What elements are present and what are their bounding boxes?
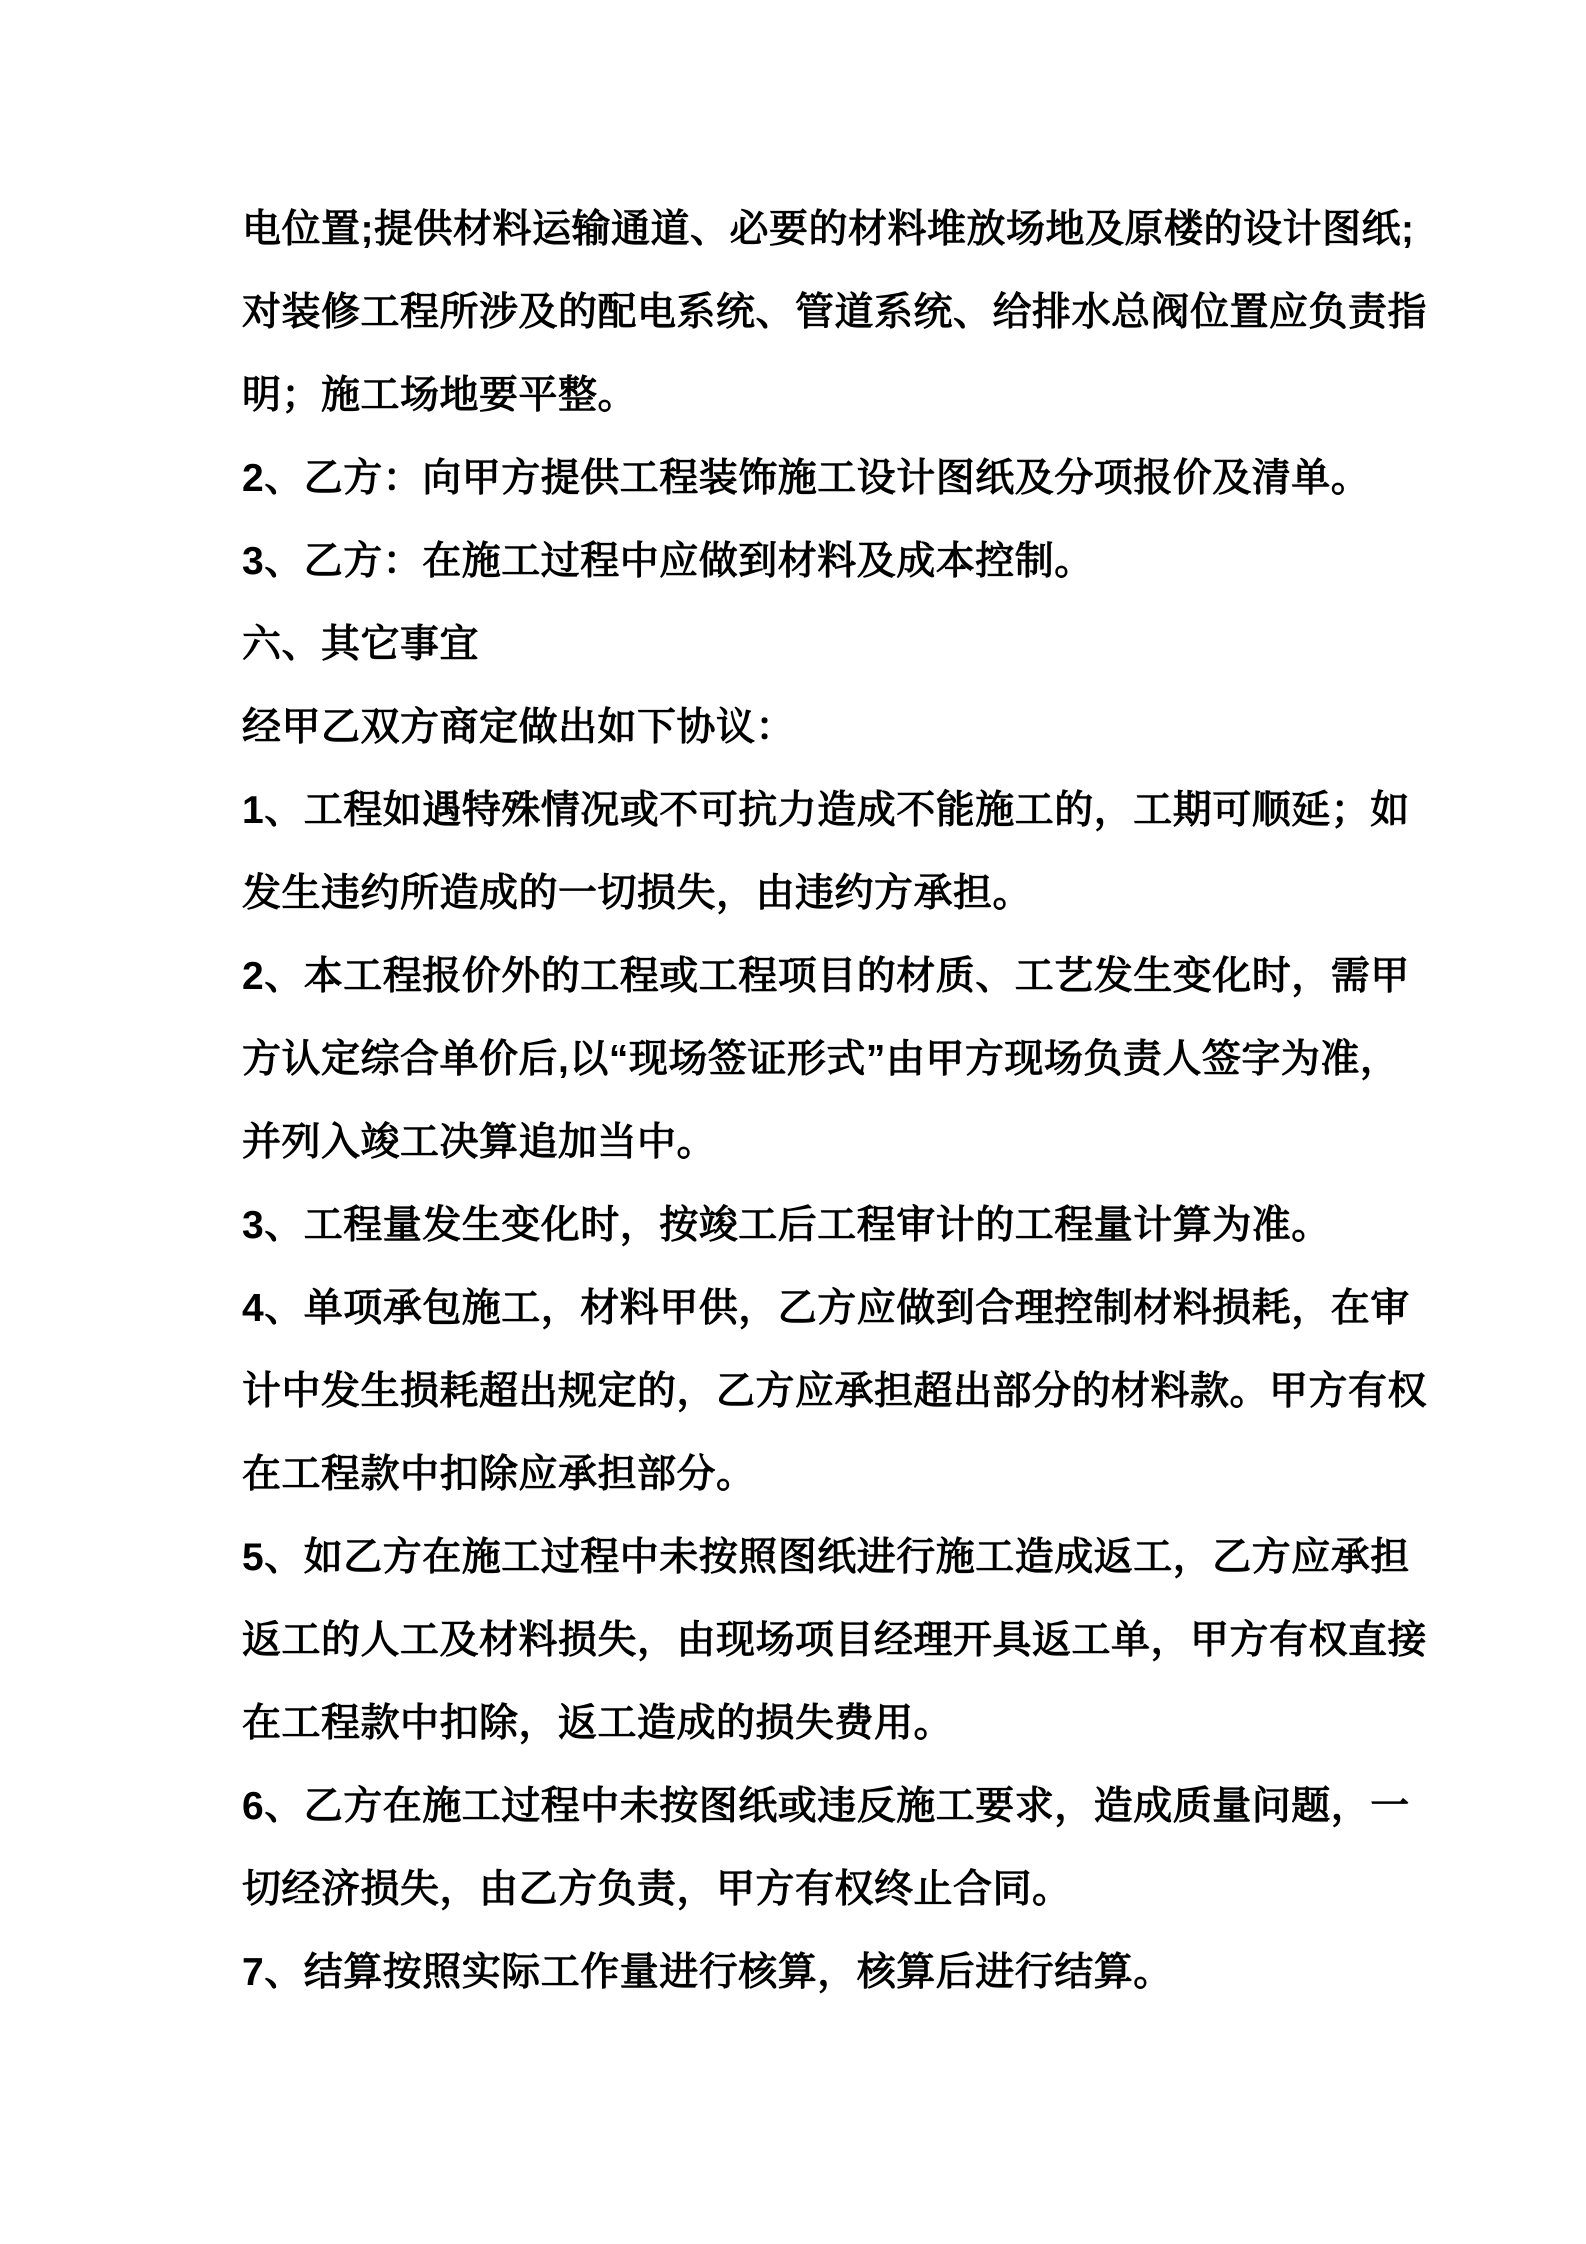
section-heading: 六、其它事宜: [242, 623, 480, 666]
text-line: 3、乙方：在施工过程中应做到材料及成本控制。: [242, 540, 1094, 583]
text-line: 4、单项承包施工，材料甲供，乙方应做到合理控制材料损耗，在审: [242, 1287, 1410, 1330]
text-line: 对装修工程所涉及的配电系统、管道系统、给排水总阀位置应负责指: [242, 291, 1428, 334]
text-line: 经甲乙双方商定做出如下协议：: [242, 706, 796, 749]
text-line: 在工程款中扣除，返工造成的损失费用。: [242, 1702, 954, 1745]
text-line: 3、工程量发生变化时，按竣工后工程审计的工程量计算为准。: [242, 1204, 1331, 1247]
text-line: 并列入竣工决算追加当中。: [242, 1121, 717, 1164]
text-line: 1、工程如遇特殊情况或不可抗力造成不能施工的，工期可顺延；如: [242, 789, 1410, 832]
text-line: 5、如乙方在施工过程中未按照图纸进行施工造成返工，乙方应承担: [242, 1536, 1410, 1579]
text-line: 2、乙方：向甲方提供工程装饰施工设计图纸及分项报价及清单。: [242, 457, 1371, 500]
text-line: 在工程款中扣除应承担部分。: [242, 1453, 756, 1496]
text-line: 明；施工场地要平整。: [242, 374, 638, 417]
contract-text-block: [242, 188, 1428, 2014]
text-line: 返工的人工及材料损失，由现场项目经理开具返工单，甲方有权直接: [242, 1619, 1428, 1662]
text-line: 7、结算按照实际工作量进行核算，核算后进行结算。: [242, 1951, 1173, 1994]
text-line: 2、本工程报价外的工程或工程项目的材质、工艺发生变化时，需甲: [242, 955, 1410, 998]
text-line: 发生违约所造成的一切损失，由违约方承担。: [242, 872, 1033, 915]
text-line: 切经济损失，由乙方负责，甲方有权终止合同。: [242, 1868, 1072, 1911]
text-line: 计中发生损耗超出规定的，乙方应承担超出部分的材料款。甲方有权: [242, 1370, 1428, 1413]
text-line: 6、乙方在施工过程中未按图纸或违反施工要求，造成质量问题，一: [242, 1785, 1410, 1828]
text-line: 方认定综合单价后,以“现场签证形式”由甲方现场负责人签字为准，: [242, 1038, 1400, 1081]
text-line: 电位置;提供材料运输通道、必要的材料堆放场地及原楼的设计图纸;: [242, 208, 1415, 251]
